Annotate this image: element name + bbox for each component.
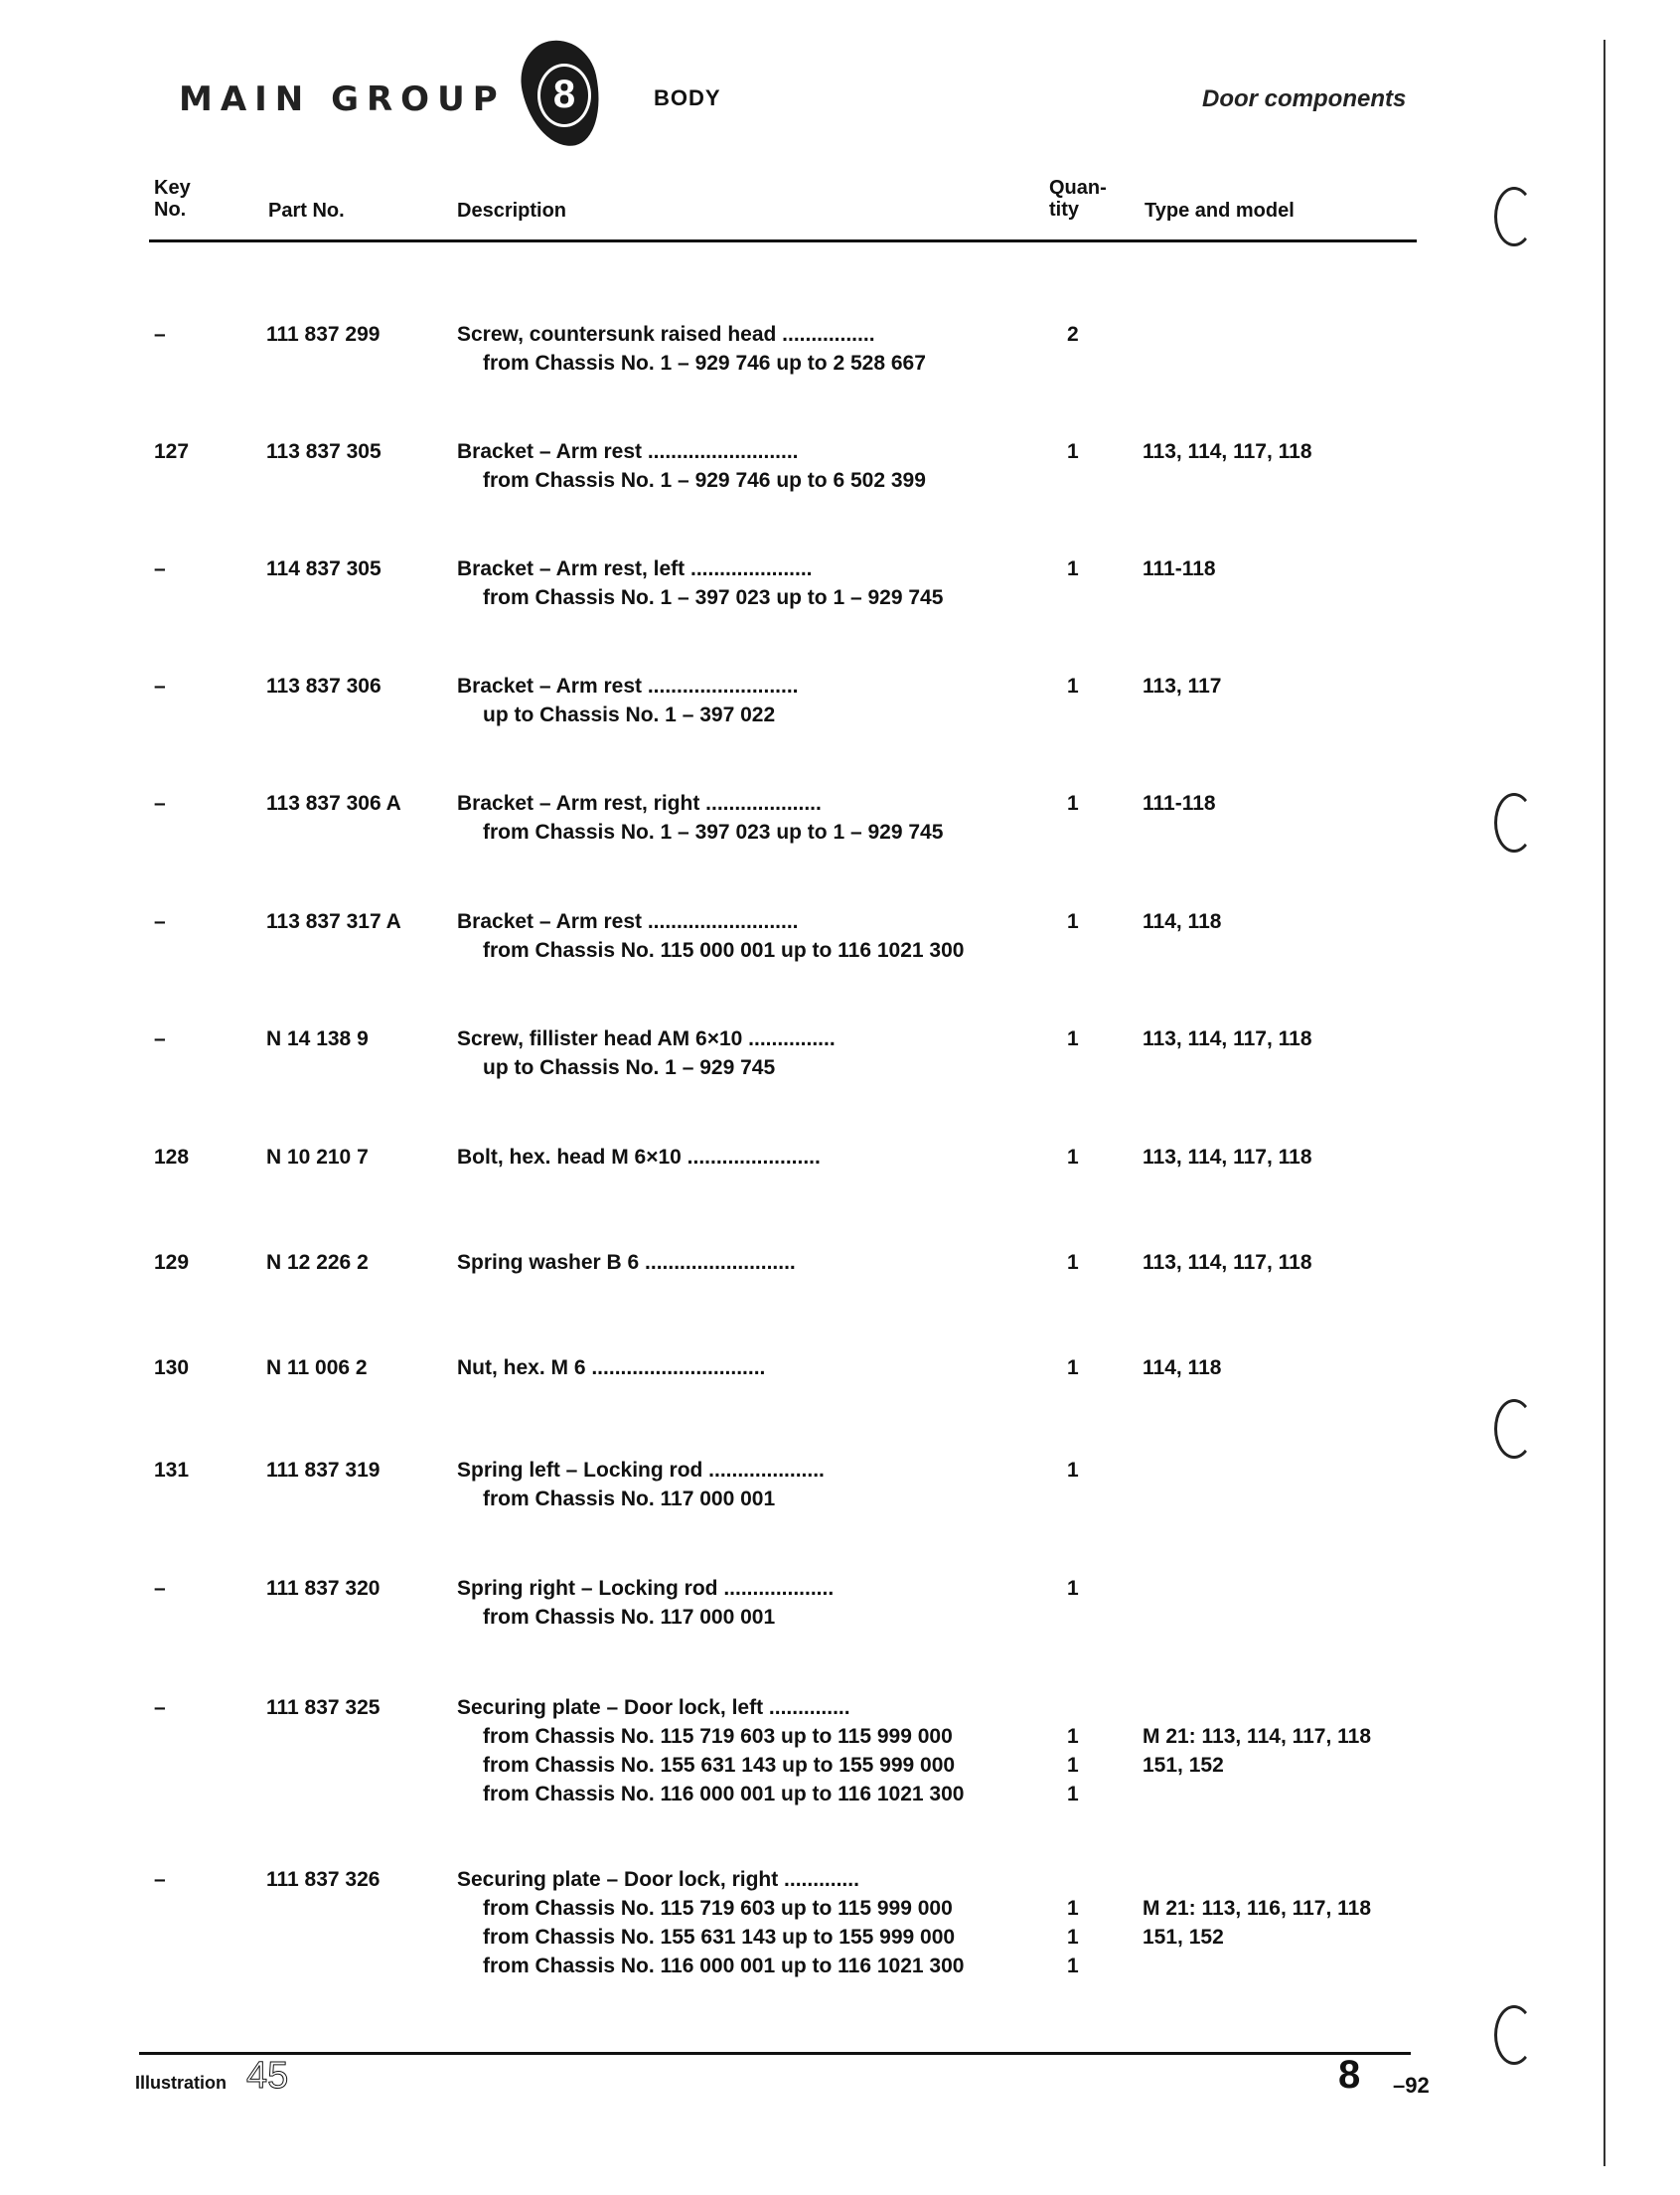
page-number-sub: –92: [1393, 2073, 1430, 2098]
key-number: –: [154, 1577, 166, 1600]
part-number: 111 837 325: [266, 1696, 381, 1719]
part-number: N 12 226 2: [266, 1251, 369, 1274]
binder-hole-icon: [1494, 2005, 1534, 2065]
type-and-model: 114, 118: [1143, 1356, 1222, 1379]
quantity: 1: [1067, 675, 1079, 698]
quantity: 1: [1067, 557, 1079, 580]
quantity: 1: [1067, 1146, 1079, 1169]
description: Spring left – Locking rod ....................: [457, 1459, 825, 1482]
type-and-model: 114, 118: [1143, 910, 1222, 933]
key-number: –: [154, 1868, 166, 1891]
type-and-model: 151, 152: [1143, 1926, 1224, 1949]
quantity: 1: [1067, 792, 1079, 815]
type-and-model: 113, 114, 117, 118: [1143, 1251, 1312, 1274]
page-number-main: 8: [1338, 2053, 1361, 2097]
quantity: 1: [1067, 1725, 1079, 1748]
key-number: 128: [154, 1146, 190, 1169]
part-number: 111 837 299: [266, 323, 381, 346]
type-and-model: 113, 114, 117, 118: [1143, 1027, 1312, 1050]
part-number: 113 837 305: [266, 440, 382, 463]
part-number: 111 837 326: [266, 1868, 381, 1891]
col-header-type-model: Type and model: [1145, 200, 1295, 222]
description: Nut, hex. M 6 ..............................: [457, 1356, 766, 1379]
group-number: 8: [537, 64, 591, 127]
quantity: 1: [1067, 1926, 1079, 1949]
description-detail: from Chassis No. 115 719 603 up to 115 999 000: [483, 1897, 953, 1920]
key-number: 131: [154, 1459, 190, 1482]
type-and-model: 111-118: [1143, 557, 1216, 580]
key-number: 127: [154, 440, 190, 463]
part-number: 113 837 306: [266, 675, 382, 698]
type-and-model: 113, 114, 117, 118: [1143, 440, 1312, 463]
part-number: 111 837 319: [266, 1459, 381, 1482]
quantity: 1: [1067, 1897, 1079, 1920]
type-and-model: 113, 114, 117, 118: [1143, 1146, 1312, 1169]
header-rule: [149, 239, 1417, 242]
quantity: 1: [1067, 1577, 1079, 1600]
col-header-quantity: Quan- tity: [1049, 177, 1107, 221]
key-number: –: [154, 910, 166, 933]
key-number: 130: [154, 1356, 190, 1379]
description-detail: from Chassis No. 155 631 143 up to 155 999 000: [483, 1754, 956, 1777]
quantity: 1: [1067, 910, 1079, 933]
col-header-key-no: Key No.: [154, 177, 191, 221]
type-and-model: M 21: 113, 116, 117, 118: [1143, 1897, 1372, 1920]
description-detail: from Chassis No. 1 – 929 746 up to 6 502 399: [483, 469, 926, 492]
section-title: BODY: [654, 85, 721, 110]
description: Bracket – Arm rest, right ....................: [457, 792, 822, 815]
illustration-label: Illustration: [135, 2073, 228, 2093]
quantity: 1: [1067, 1754, 1079, 1777]
col-header-description: Description: [457, 200, 567, 222]
description: Bracket – Arm rest ..........................: [457, 910, 799, 933]
type-and-model: 111-118: [1143, 792, 1216, 815]
description-detail: from Chassis No. 117 000 001: [483, 1488, 776, 1510]
quantity: 1: [1067, 1251, 1079, 1274]
quantity: 1: [1067, 1783, 1079, 1805]
key-number: –: [154, 675, 166, 698]
description: Bracket – Arm rest, left .....................: [457, 557, 813, 580]
quantity: 1: [1067, 440, 1079, 463]
description: Bracket – Arm rest ..........................: [457, 440, 799, 463]
part-number: N 14 138 9: [266, 1027, 369, 1050]
binder-edge-line: [1604, 40, 1605, 2166]
quantity: 2: [1067, 323, 1079, 346]
description: Spring right – Locking rod ...................: [457, 1577, 835, 1600]
key-number: –: [154, 557, 166, 580]
part-number: 111 837 320: [266, 1577, 381, 1600]
quantity: 1: [1067, 1027, 1079, 1050]
footer-rule: [139, 2052, 1411, 2055]
description-detail: up to Chassis No. 1 – 397 022: [483, 704, 776, 726]
quantity: 1: [1067, 1955, 1079, 1977]
quantity: 1: [1067, 1356, 1079, 1379]
description-detail: from Chassis No. 116 000 001 up to 116 1021 300: [483, 1783, 965, 1805]
col-header-part-no: Part No.: [268, 200, 345, 222]
binder-hole-icon: [1494, 1399, 1534, 1459]
part-number: N 10 210 7: [266, 1146, 369, 1169]
part-number: 114 837 305: [266, 557, 382, 580]
key-number: –: [154, 1696, 166, 1719]
description-detail: up to Chassis No. 1 – 929 745: [483, 1056, 776, 1079]
binder-hole-icon: [1494, 793, 1534, 853]
description: Spring washer B 6 ..........................: [457, 1251, 796, 1274]
description: Securing plate – Door lock, right .............: [457, 1868, 859, 1891]
key-number: –: [154, 792, 166, 815]
description: Screw, fillister head AM 6×10 ...............: [457, 1027, 836, 1050]
description-detail: from Chassis No. 117 000 001: [483, 1606, 776, 1629]
description-detail: from Chassis No. 1 – 929 746 up to 2 528 667: [483, 352, 926, 375]
description-detail: from Chassis No. 1 – 397 023 up to 1 – 929 745: [483, 821, 944, 844]
key-number: 129: [154, 1251, 190, 1274]
description-detail: from Chassis No. 116 000 001 up to 116 1021 300: [483, 1955, 965, 1977]
key-number: –: [154, 323, 166, 346]
description: Bolt, hex. head M 6×10 .......................: [457, 1146, 821, 1169]
description-detail: from Chassis No. 115 000 001 up to 116 1021 300: [483, 939, 965, 962]
binder-hole-icon: [1494, 187, 1534, 246]
part-number: 113 837 317 A: [266, 910, 401, 933]
type-and-model: 151, 152: [1143, 1754, 1224, 1777]
description-detail: from Chassis No. 1 – 397 023 up to 1 – 929 745: [483, 586, 944, 609]
key-number: –: [154, 1027, 166, 1050]
main-group-label: MAIN GROUP: [179, 79, 506, 119]
description: Screw, countersunk raised head ................: [457, 323, 875, 346]
type-and-model: M 21: 113, 114, 117, 118: [1143, 1725, 1372, 1748]
type-and-model: 113, 117: [1143, 675, 1222, 698]
description-detail: from Chassis No. 115 719 603 up to 115 999 000: [483, 1725, 953, 1748]
part-number: N 11 006 2: [266, 1356, 368, 1379]
description-detail: from Chassis No. 155 631 143 up to 155 999 000: [483, 1926, 956, 1949]
description: Securing plate – Door lock, left ..............: [457, 1696, 850, 1719]
quantity: 1: [1067, 1459, 1079, 1482]
subsection-title: Door components: [1202, 85, 1407, 112]
illustration-number: 45: [246, 2055, 289, 2097]
description: Bracket – Arm rest ..........................: [457, 675, 799, 698]
part-number: 113 837 306 A: [266, 792, 401, 815]
